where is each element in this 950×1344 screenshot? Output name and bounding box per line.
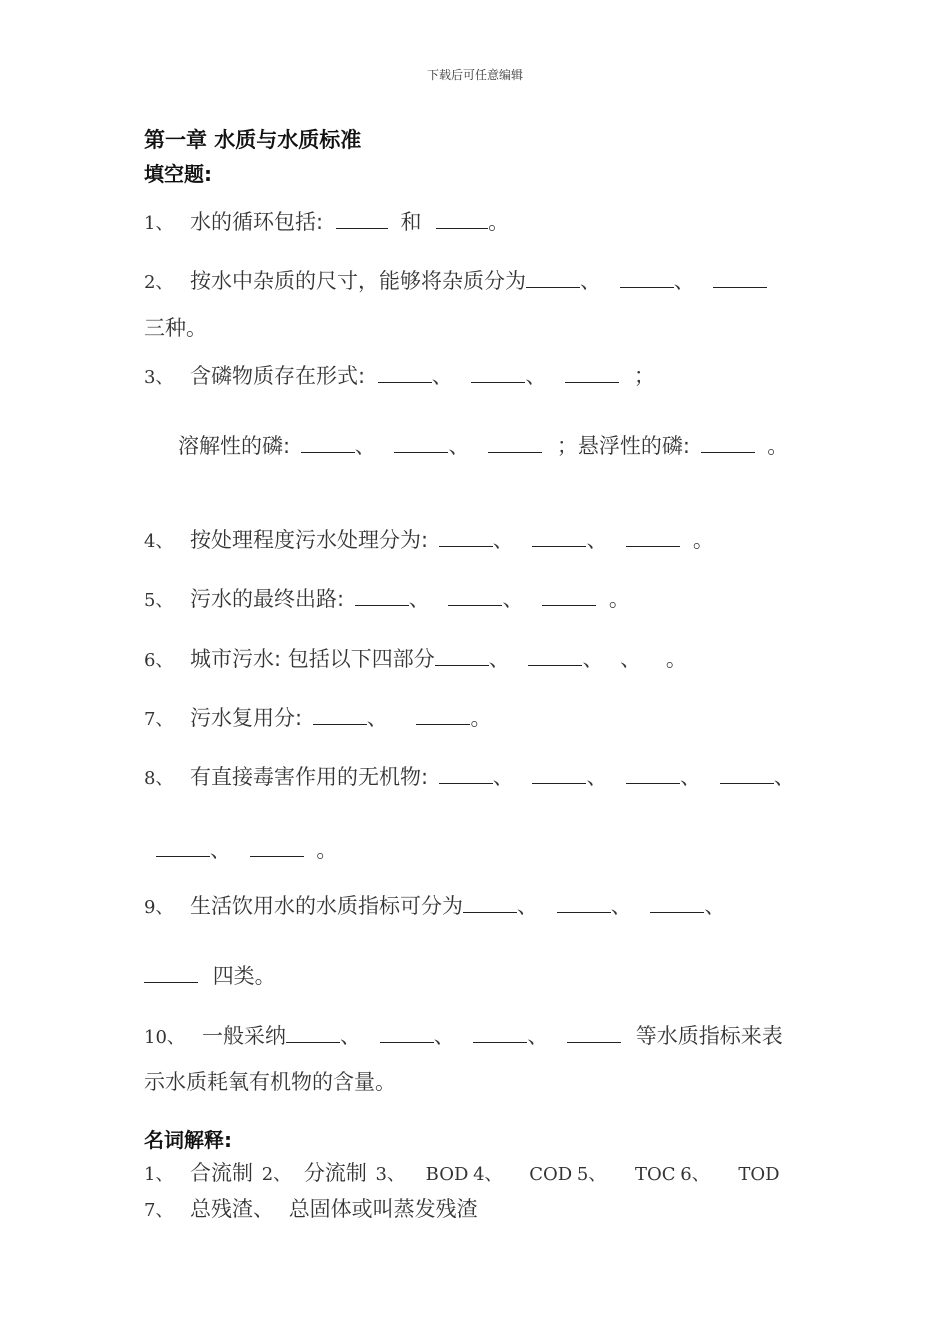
question-number: 9、 [144,897,174,918]
answer-blank[interactable] [301,451,355,453]
question-number: 1、 [144,213,174,234]
page-header: 下载后可任意编辑 [426,68,523,82]
question-3: 3、 含磷物质存在形式: 、 、 ； [144,364,655,388]
answer-blank[interactable] [250,855,304,857]
question-8: 8、 有直接毒害作用的无机物: 、 、 、 、 [144,765,795,789]
answer-blank[interactable] [565,381,619,383]
section-terms-heading: 名词解释: [144,1128,232,1152]
answer-blank[interactable] [713,286,767,288]
answer-blank[interactable] [557,911,611,913]
answer-blank[interactable] [526,286,580,288]
answer-blank[interactable] [626,545,680,547]
answer-blank[interactable] [488,451,542,453]
question-number: 7、 [144,709,174,730]
term-label: TOC [635,1164,676,1185]
term-number: 4、 [473,1164,503,1185]
answer-blank[interactable] [355,604,409,606]
answer-blank[interactable] [380,1041,434,1043]
answer-blank[interactable] [542,604,596,606]
question-2: 2、 按水中杂质的尺寸，能够将杂质分为 、 、 [144,265,767,295]
question-number: 5、 [144,590,174,611]
answer-blank[interactable] [286,1041,340,1043]
answer-blank[interactable] [532,782,586,784]
question-2-continued: 三种。 [144,316,207,340]
term-label: 总固体或叫蒸发残渣 [288,1197,478,1221]
answer-blank[interactable] [471,381,525,383]
question-number: 8、 [144,768,174,789]
question-4: 4、 按处理程度污水处理分为: 、 、 。 [144,528,714,552]
term-number: 7、 [144,1200,174,1221]
answer-blank[interactable] [378,381,432,383]
term-label: 合流制 [190,1161,253,1185]
answer-blank[interactable] [473,1041,527,1043]
question-10: 10、 一般采纳 、 、 、 等水质指标来表 [144,1024,783,1048]
term-label: COD [529,1164,573,1185]
answer-blank[interactable] [528,664,582,666]
question-1: 1、 水的循环包括: 和 。 [144,210,510,234]
question-8-continued: 、 。 [156,834,337,864]
question-number: 2、 [144,272,174,293]
question-number: 10、 [144,1027,185,1048]
answer-blank[interactable] [532,545,586,547]
answer-blank[interactable] [436,227,488,229]
chapter-title: 第一章 水质与水质标准 [144,128,362,152]
answer-blank[interactable] [439,782,493,784]
answer-blank[interactable] [620,286,674,288]
question-number: 6、 [144,650,174,671]
term-number: 2、 [261,1164,292,1185]
answer-blank[interactable] [394,451,448,453]
question-10-continued: 示水质耗氧有机物的含量。 [144,1070,396,1094]
term-label: BOD [425,1164,469,1185]
question-3-sub: 溶解性的磷: 、 、 ；悬浮性的磷: 。 [178,434,789,458]
section-fill-heading: 填空题: [144,162,212,186]
question-7: 7、 污水复用分: 、 。 [144,706,492,730]
question-5: 5、 污水的最终出路: 、 、 。 [144,587,630,611]
term-label: 总残渣、 [190,1197,274,1221]
answer-blank[interactable] [650,911,704,913]
answer-blank[interactable] [439,545,493,547]
answer-blank[interactable] [626,782,680,784]
question-number: 3、 [144,367,174,388]
answer-blank[interactable] [448,604,502,606]
term-number: 3、 [375,1164,405,1185]
term-label: 分流制 [303,1161,367,1185]
term-number: 1、 [144,1164,174,1185]
term-number: 5、 [576,1164,607,1185]
answer-blank[interactable] [336,227,388,229]
question-9: 9、 生活饮用水的水质指标可分为 、 、 、 [144,894,726,918]
question-9-continued: 四类。 [144,960,276,990]
answer-blank[interactable] [156,855,210,857]
answer-blank[interactable] [567,1041,621,1043]
term-label: TOD [738,1164,780,1185]
answer-blank[interactable] [313,723,367,725]
answer-blank[interactable] [416,723,470,725]
question-6: 6、 城市污水: 包括以下四部分 、 、 、 。 [144,647,687,671]
answer-blank[interactable] [463,911,517,913]
answer-blank[interactable] [720,782,774,784]
answer-blank[interactable] [144,981,198,983]
question-number: 4、 [144,531,174,552]
answer-blank[interactable] [701,451,755,453]
term-number: 6、 [680,1164,710,1185]
answer-blank[interactable] [435,664,489,666]
terms-line-2 [144,1193,478,1223]
terms-line-1 [144,1157,780,1187]
